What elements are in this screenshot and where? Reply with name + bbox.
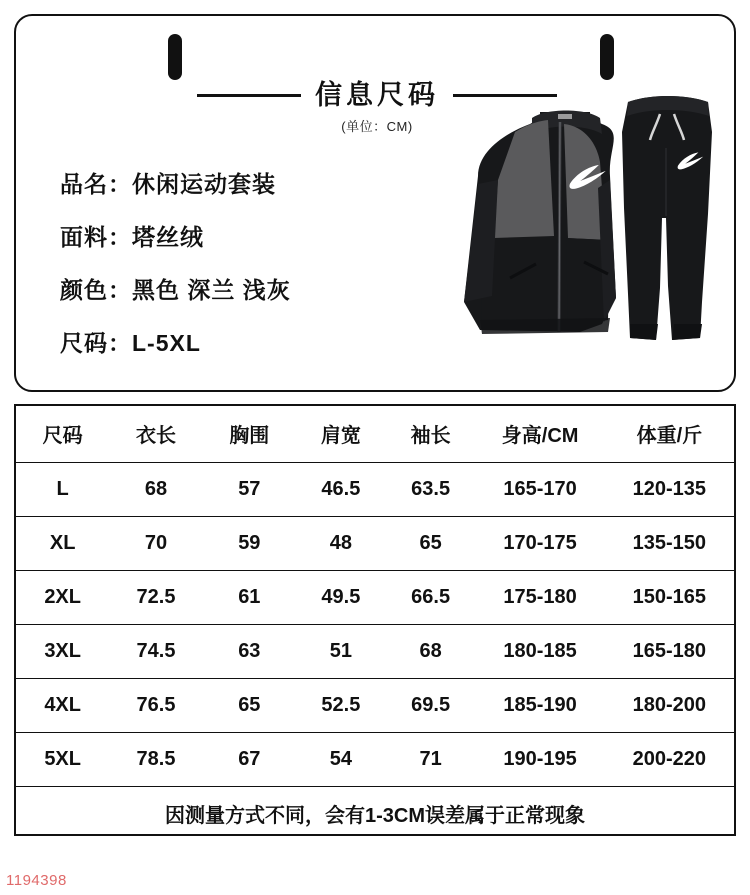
column-header: 胸围 bbox=[203, 406, 296, 462]
cell-height: 185-190 bbox=[475, 678, 604, 732]
cell-bust: 67 bbox=[203, 732, 296, 786]
cell-sleeve: 63.5 bbox=[386, 462, 476, 516]
column-header: 尺码 bbox=[16, 406, 109, 462]
cell-bust: 59 bbox=[203, 516, 296, 570]
cell-length: 70 bbox=[109, 516, 202, 570]
cell-height: 165-170 bbox=[475, 462, 604, 516]
cell-size: 2XL bbox=[16, 570, 109, 624]
hanger-tab-right bbox=[600, 34, 614, 80]
cell-length: 78.5 bbox=[109, 732, 202, 786]
hanger-tab-left bbox=[168, 34, 182, 80]
cell-bust: 63 bbox=[203, 624, 296, 678]
table-header-row bbox=[16, 406, 734, 462]
spec-value: 黑色 深兰 浅灰 bbox=[132, 277, 291, 303]
measurement-note: 因测量方式不同，会有1-3CM误差属于正常现象 bbox=[164, 804, 585, 827]
table-row bbox=[16, 570, 734, 624]
cell-height: 175-180 bbox=[475, 570, 604, 624]
cell-sleeve: 71 bbox=[386, 732, 476, 786]
cell-size: XL bbox=[16, 516, 109, 570]
cell-sleeve: 65 bbox=[386, 516, 476, 570]
spec-row-color bbox=[60, 272, 450, 305]
spec-value: 塔丝绒 bbox=[132, 224, 204, 250]
spec-label: 尺码： bbox=[60, 330, 132, 356]
table-footnote-row bbox=[16, 786, 734, 836]
column-header: 衣长 bbox=[109, 406, 202, 462]
cell-height: 190-195 bbox=[475, 732, 604, 786]
cell-shoulder: 52.5 bbox=[296, 678, 386, 732]
unit-note: (单位：CM) bbox=[341, 119, 413, 134]
table-row bbox=[16, 624, 734, 678]
cell-shoulder: 46.5 bbox=[296, 462, 386, 516]
spec-list bbox=[60, 166, 450, 378]
cell-sleeve: 69.5 bbox=[386, 678, 476, 732]
spec-label: 面料： bbox=[60, 224, 132, 250]
cell-sleeve: 66.5 bbox=[386, 570, 476, 624]
cell-size: 4XL bbox=[16, 678, 109, 732]
size-table bbox=[16, 406, 734, 836]
watermark-id: 1194398 bbox=[6, 872, 67, 889]
cell-sleeve: 68 bbox=[386, 624, 476, 678]
spec-label: 品名： bbox=[60, 171, 132, 197]
cell-weight: 165-180 bbox=[605, 624, 734, 678]
column-header: 肩宽 bbox=[296, 406, 386, 462]
cell-height: 170-175 bbox=[475, 516, 604, 570]
info-card bbox=[14, 14, 736, 392]
cell-size: L bbox=[16, 462, 109, 516]
cell-length: 74.5 bbox=[109, 624, 202, 678]
pants-illustration bbox=[622, 96, 712, 340]
product-photo bbox=[420, 88, 720, 378]
cell-weight: 200-220 bbox=[605, 732, 734, 786]
cell-shoulder: 51 bbox=[296, 624, 386, 678]
column-header: 体重/斤 bbox=[605, 406, 734, 462]
cell-size: 3XL bbox=[16, 624, 109, 678]
cell-size: 5XL bbox=[16, 732, 109, 786]
spec-row-fabric bbox=[60, 219, 450, 252]
table-row bbox=[16, 462, 734, 516]
cell-length: 76.5 bbox=[109, 678, 202, 732]
cell-weight: 150-165 bbox=[605, 570, 734, 624]
size-table-card bbox=[14, 404, 736, 836]
spec-row-size bbox=[60, 325, 450, 358]
cell-bust: 61 bbox=[203, 570, 296, 624]
cell-weight: 135-150 bbox=[605, 516, 734, 570]
cell-shoulder: 48 bbox=[296, 516, 386, 570]
jacket-illustration bbox=[464, 111, 616, 335]
cell-weight: 120-135 bbox=[605, 462, 734, 516]
cell-length: 72.5 bbox=[109, 570, 202, 624]
table-row bbox=[16, 678, 734, 732]
spec-value: 休闲运动套装 bbox=[132, 171, 276, 197]
spec-row-product-name bbox=[60, 166, 450, 199]
column-header: 袖长 bbox=[386, 406, 476, 462]
cell-shoulder: 49.5 bbox=[296, 570, 386, 624]
column-header: 身高/CM bbox=[475, 406, 604, 462]
title-rule-left bbox=[197, 94, 301, 97]
cell-height: 180-185 bbox=[475, 624, 604, 678]
cell-shoulder: 54 bbox=[296, 732, 386, 786]
table-row bbox=[16, 732, 734, 786]
table-row bbox=[16, 516, 734, 570]
cell-length: 68 bbox=[109, 462, 202, 516]
spec-label: 颜色： bbox=[60, 277, 132, 303]
cell-weight: 180-200 bbox=[605, 678, 734, 732]
spec-value: L-5XL bbox=[132, 330, 201, 356]
page-title: 信息尺码 bbox=[315, 80, 439, 110]
cell-bust: 57 bbox=[203, 462, 296, 516]
cell-bust: 65 bbox=[203, 678, 296, 732]
